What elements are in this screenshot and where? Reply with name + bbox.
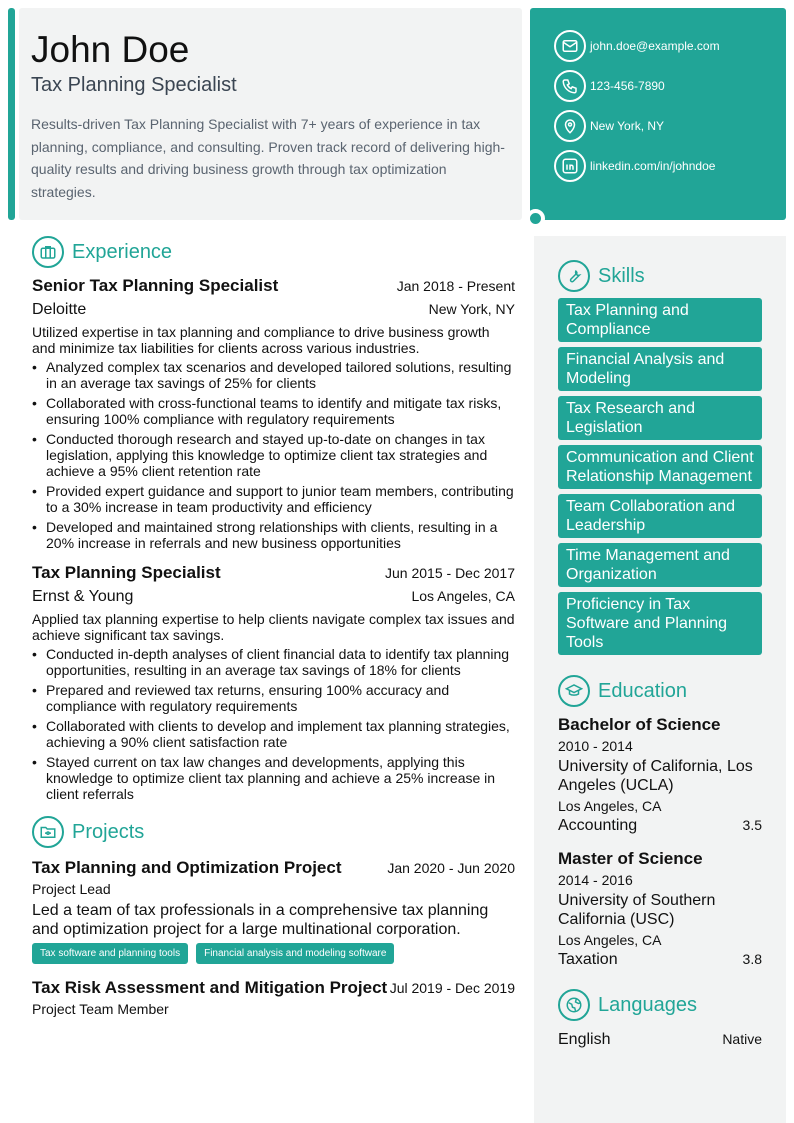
contact-linkedin[interactable] bbox=[554, 150, 786, 182]
language-name: English bbox=[558, 1031, 611, 1048]
project-role: Project Lead bbox=[32, 881, 111, 897]
contact-location bbox=[554, 110, 786, 142]
phone-icon bbox=[554, 70, 586, 102]
job-role: Tax Planning Specialist bbox=[32, 563, 221, 582]
location-text: New York, NY bbox=[590, 119, 665, 133]
candidate-name: John Doe bbox=[31, 29, 190, 70]
edu-degree: Bachelor of Science bbox=[558, 715, 721, 734]
sidebar bbox=[534, 236, 786, 1123]
skill-tag: Communication and Client Relationship Management bbox=[558, 445, 762, 489]
job-bullet: • Collaborated with cross-functional teams to identify and mitigate tax risks, ensuring 100% compliance with regulatory requirements bbox=[32, 395, 515, 427]
job-bullets bbox=[32, 359, 515, 551]
education-title: Education bbox=[598, 679, 687, 702]
project-item bbox=[32, 858, 515, 964]
education-item bbox=[558, 849, 762, 969]
skill-tag: Time Management and Organization bbox=[558, 543, 762, 587]
phone-text: 123-456-7890 bbox=[590, 79, 665, 93]
decorative-dot bbox=[526, 209, 545, 228]
language-level: Native bbox=[722, 1031, 762, 1047]
skills-heading bbox=[558, 260, 762, 292]
skill-tag: Team Collaboration and Leadership bbox=[558, 494, 762, 538]
wrench-icon bbox=[558, 260, 590, 292]
linkedin-icon bbox=[554, 150, 586, 182]
languages-heading bbox=[558, 989, 762, 1021]
skills-title: Skills bbox=[598, 264, 645, 287]
project-description: Led a team of tax professionals in a comprehensive tax planning and optimization project for a large multinational corporation. bbox=[32, 902, 489, 938]
job-bullet: • Conducted in-depth analyses of client financial data to identify tax planning opportunities, resulting in an average tax savings of 18% for clients bbox=[32, 646, 515, 678]
edu-years: 2014 - 2016 bbox=[558, 872, 633, 888]
location-pin-icon bbox=[554, 110, 586, 142]
project-dates: Jul 2019 - Dec 2019 bbox=[389, 980, 515, 996]
candidate-title: Tax Planning Specialist bbox=[31, 74, 237, 96]
experience-title: Experience bbox=[72, 240, 173, 263]
edu-years: 2010 - 2014 bbox=[558, 738, 633, 754]
job-company: Ernst & Young bbox=[32, 588, 134, 605]
edu-school: University of California, Los Angeles (UCLA) bbox=[558, 758, 753, 794]
briefcase-icon bbox=[32, 236, 64, 268]
accent-bar bbox=[8, 8, 15, 220]
skill-tag: Tax Research and Legislation bbox=[558, 396, 762, 440]
project-role: Project Team Member bbox=[32, 1001, 169, 1017]
languages-title: Languages bbox=[598, 993, 697, 1016]
edu-location: Los Angeles, CA bbox=[558, 798, 662, 814]
job-bullet: • Analyzed complex tax scenarios and developed tailored solutions, resulting in an average tax savings of 25% for clients bbox=[32, 359, 515, 391]
job-dates: Jun 2015 - Dec 2017 bbox=[385, 565, 515, 581]
job-bullet: • Prepared and reviewed tax returns, ensuring 100% accuracy and compliance with regulatory requirements bbox=[32, 682, 515, 714]
edu-gpa: 3.8 bbox=[742, 951, 762, 967]
edu-location: Los Angeles, CA bbox=[558, 932, 662, 948]
job-bullets bbox=[32, 646, 515, 802]
projects-heading bbox=[32, 816, 515, 848]
job-bullet: • Stayed current on tax law changes and developments, applying this knowledge to optimize client tax planning and achieve a 25% increase in client referrals bbox=[32, 754, 515, 802]
email-icon bbox=[554, 30, 586, 62]
job-description: Applied tax planning expertise to help clients navigate complex tax issues and achieve significant tax savings. bbox=[32, 611, 515, 643]
project-title: Tax Planning and Optimization Project bbox=[32, 858, 342, 877]
experience-heading bbox=[32, 236, 515, 268]
contact-email[interactable] bbox=[554, 30, 786, 62]
contact-panel bbox=[530, 8, 786, 220]
edu-degree: Master of Science bbox=[558, 849, 703, 868]
experience-item bbox=[32, 563, 515, 802]
project-tag: Financial analysis and modeling software bbox=[196, 943, 394, 964]
edu-field: Accounting bbox=[558, 817, 638, 834]
projects-title: Projects bbox=[72, 820, 145, 843]
experience-item bbox=[32, 276, 515, 551]
folder-icon bbox=[32, 816, 64, 848]
main-column bbox=[32, 236, 515, 1017]
project-item bbox=[32, 978, 515, 1017]
job-location: New York, NY bbox=[428, 301, 515, 317]
email-text: john.doe@example.com bbox=[590, 39, 720, 53]
project-tags bbox=[32, 943, 515, 964]
skill-tag: Proficiency in Tax Software and Planning Tools bbox=[558, 592, 762, 655]
edu-gpa: 3.5 bbox=[742, 817, 762, 833]
education-heading bbox=[558, 675, 762, 707]
header-panel bbox=[19, 8, 522, 220]
skill-tag: Tax Planning and Compliance bbox=[558, 298, 762, 342]
contact-phone[interactable] bbox=[554, 70, 786, 102]
job-role: Senior Tax Planning Specialist bbox=[32, 276, 279, 295]
graduation-cap-icon bbox=[558, 675, 590, 707]
job-company: Deloitte bbox=[32, 301, 87, 318]
edu-school: University of Southern California (USC) bbox=[558, 892, 716, 928]
project-title: Tax Risk Assessment and Mitigation Project bbox=[32, 978, 388, 997]
job-location: Los Angeles, CA bbox=[411, 588, 515, 604]
linkedin-text: linkedin.com/in/johndoe bbox=[590, 159, 716, 173]
education-item bbox=[558, 715, 762, 835]
summary: Results-driven Tax Planning Specialist with 7+ years of experience in tax planning, compliance, and consulting. Proven track record of delivering high-quality results and driving business growth through tax optimization strategies. bbox=[31, 116, 505, 200]
job-bullet: • Collaborated with clients to develop and implement tax planning strategies, achieving a 90% client satisfaction rate bbox=[32, 718, 515, 750]
job-description: Utilized expertise in tax planning and compliance to drive business growth and minimize tax liabilities for clients across various industries. bbox=[32, 324, 490, 356]
edu-field: Taxation bbox=[558, 951, 618, 968]
skill-tag: Financial Analysis and Modeling bbox=[558, 347, 762, 391]
job-bullet: • Provided expert guidance and support to junior team members, contributing to a 30% increase in team productivity and efficiency bbox=[32, 483, 515, 515]
language-item bbox=[558, 1031, 762, 1049]
job-dates: Jan 2018 - Present bbox=[396, 278, 515, 294]
globe-icon bbox=[558, 989, 590, 1021]
job-bullet: • Developed and maintained strong relationships with clients, resulting in a 20% increase in referrals and new business opportunities bbox=[32, 519, 515, 551]
job-bullet: • Conducted thorough research and stayed up-to-date on changes in tax legislation, applying this knowledge to optimize client tax strategies and achieve a 95% client retention rate bbox=[32, 431, 515, 479]
project-dates: Jan 2020 - Jun 2020 bbox=[387, 860, 515, 876]
project-tag: Tax software and planning tools bbox=[32, 943, 188, 964]
skills-list bbox=[558, 298, 762, 655]
